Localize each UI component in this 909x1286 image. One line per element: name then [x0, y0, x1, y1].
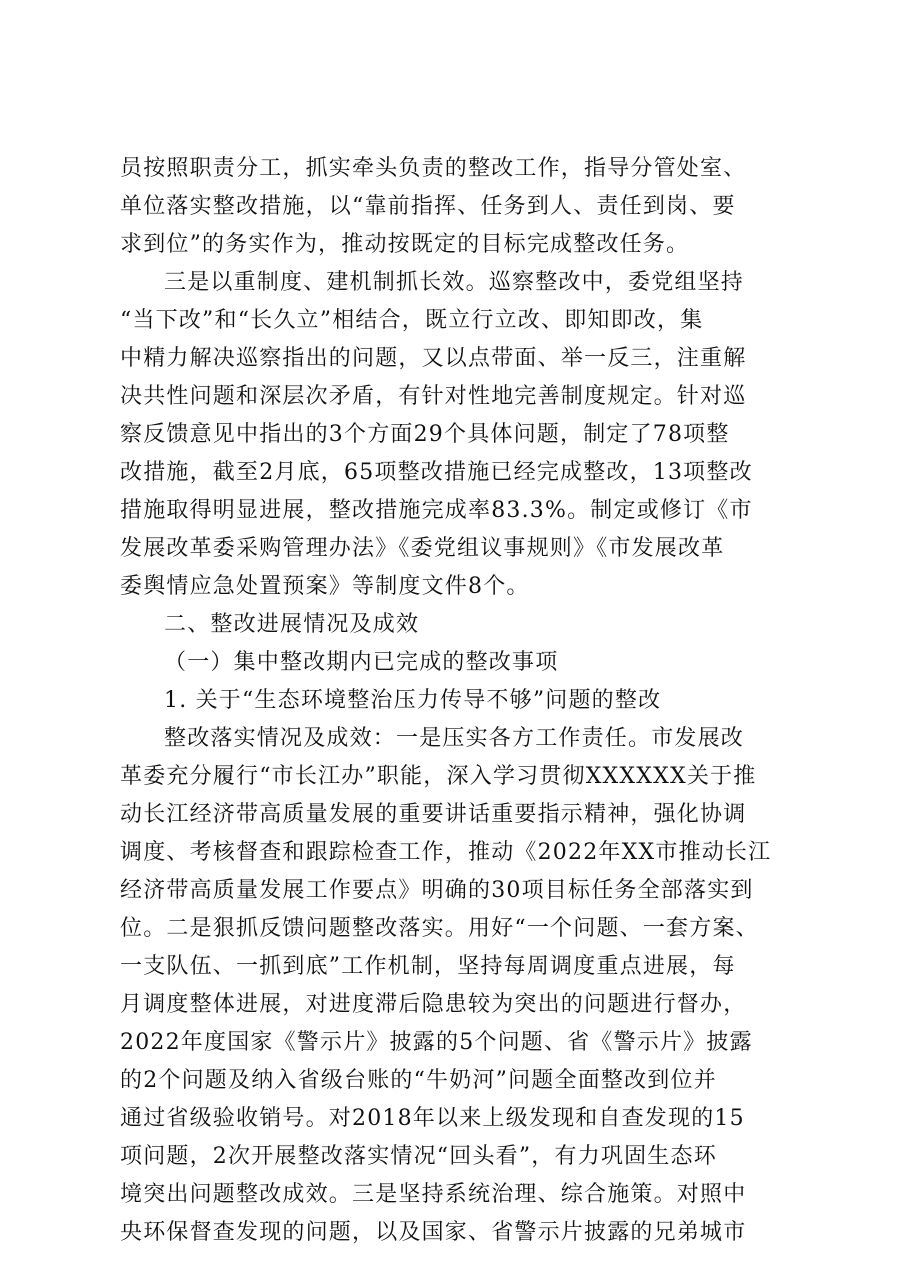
text-line: 求到位”的务实作为，推动按既定的目标完成整改任务。	[120, 232, 690, 257]
paragraph-start-line: 三是以重制度、建机制抓长效。巡察整改中，委党组坚持	[164, 270, 745, 295]
text-line: 改措施，截至2月底，65项整改措施已经完成整改，13项整改	[120, 460, 753, 485]
text-line: 境突出问题整改成效。三是坚持系统治理、综合施策。对照中	[120, 1182, 747, 1207]
text-line: 革委充分履行“市长江办”职能，深入学习贯彻XXXXXX关于推	[120, 764, 757, 789]
text-line: 察反馈意见中指出的3个方面29个具体问题，制定了78项整	[120, 422, 730, 447]
text-line: 调度、考核督查和跟踪检查工作，推动《2022年XX市推动长江	[120, 840, 772, 865]
text-line: 位。二是狠抓反馈问题整改落实。用好“一个问题、一套方案、	[120, 916, 759, 941]
text-line: 发展改革委采购管理办法》《委党组议事规则》《市发展改革	[120, 536, 725, 561]
item-heading: 1. 关于“生态环境整治压力传导不够”问题的整改	[164, 688, 662, 713]
text-line: 通过省级验收销号。对2018年以来上级发现和自查发现的15	[120, 1106, 745, 1131]
text-line: 决共性问题和深层次矛盾，有针对性地完善制度规定。针对巡	[120, 384, 747, 409]
text-line: 项问题，2次开展整改落实情况“回头看”，有力巩固生态环	[120, 1144, 717, 1169]
text-line: 的2个问题及纳入省级台账的“牛奶河”问题全面整改到位并	[120, 1068, 717, 1093]
text-line: 一支队伍、一抓到底”工作机制，坚持每周调度重点进展，每	[120, 954, 736, 979]
text-line: “当下改”和“长久立”相结合，既立行立改、即知即改，集	[120, 308, 704, 333]
subsection-heading: （一）集中整改期内已完成的整改事项	[164, 650, 559, 675]
paragraph-start-line: 整改落实情况及成效：一是压实各方工作责任。市发展改	[164, 726, 745, 751]
text-line: 中精力解决巡察指出的问题，又以点带面、举一反三，注重解	[120, 346, 747, 371]
text-line: 动长江经济带高质量发展的重要讲话重要指示精神，强化协调	[120, 802, 747, 827]
document-body	[120, 150, 810, 1252]
text-line: 单位落实整改措施，以“靠前指挥、任务到人、责任到岗、要	[120, 194, 736, 219]
text-line: 月调度整体进展，对进度滞后隐患较为突出的问题进行督办，	[120, 992, 747, 1017]
text-line: 央环保督查发现的问题，以及国家、省警示片披露的兄弟城市	[120, 1220, 747, 1245]
section-heading: 二、整改进展情况及成效	[164, 612, 420, 637]
text-line: 2022年度国家《警示片》披露的5个问题、省《警示片》披露	[120, 1030, 753, 1055]
text-line: 经济带高质量发展工作要点》明确的30项目标任务全部落实到	[120, 878, 754, 903]
text-line: 委舆情应急处置预案》等制度文件8个。	[120, 574, 530, 599]
text-line: 员按照职责分工，抓实牵头负责的整改工作，指导分管处室、	[120, 156, 747, 181]
text-line: 措施取得明显进展，整改措施完成率83.3%。制定或修订《市	[120, 498, 753, 523]
